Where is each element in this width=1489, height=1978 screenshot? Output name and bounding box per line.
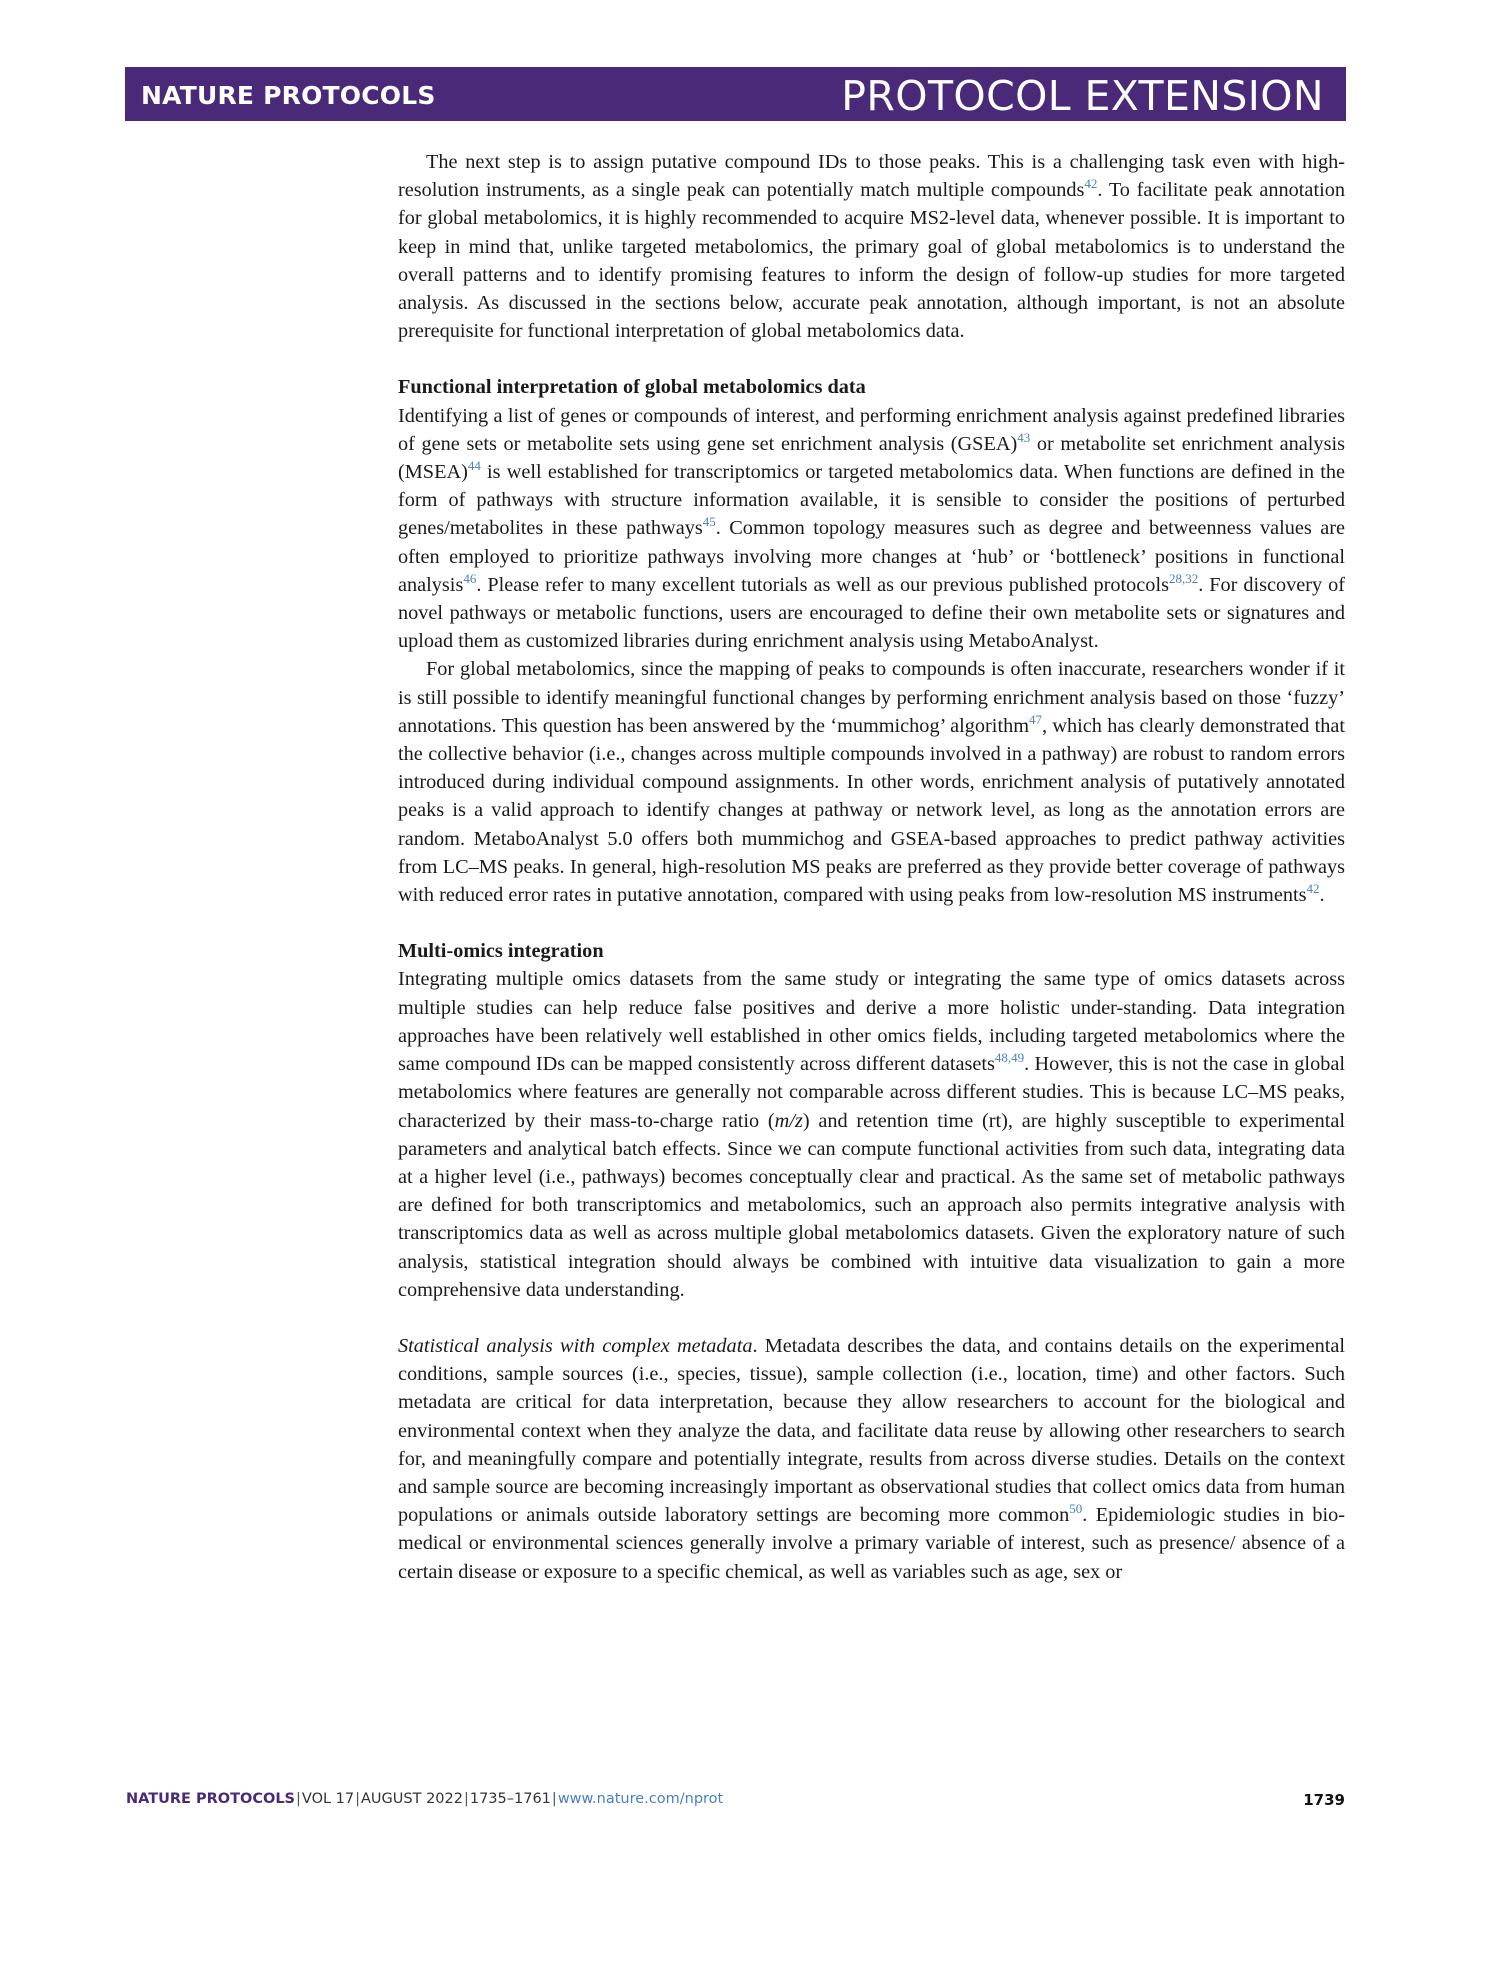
section-heading-multi-omics: Multi-omics integration bbox=[398, 940, 604, 963]
footer-journal-name: NATURE PROTOCOLS bbox=[126, 1791, 296, 1807]
text-run: . Epidemiologic studies in bio-medical or environmental sciences generally involve a primary variable of interest, such as presence/ absence of a certain disease or exposure to a specific chemical, as well as variables such as age, sex or bbox=[398, 1504, 1345, 1583]
reference-link[interactable]: 47 bbox=[1029, 712, 1042, 728]
text-run: ) and retention time (rt), are highly susceptible to experimental parameters and analytical batch effects. Since we can compute functional activities from such data, integrating data at a higher level (i.e., pathways) becomes conceptually clear and practical. As the same set of metabolic pathways are defined for both transcriptomics and metabolomics, such an approach also permits integrative analysis with transcriptomics data as well as across multiple global metabolomics datasets. Given the exploratory nature of such analysis, statistical integration should always be combined with intuitive data visualization to gain a more comprehensive data understanding. bbox=[398, 1109, 1345, 1301]
reference-link[interactable]: 43 bbox=[1017, 430, 1031, 446]
text-run: . Common topology measures such as degree and betweenness values are often employed to prioritize pathways involving more changes at ‘hub’ or ‘bottleneck’ positions in functional analysis bbox=[398, 517, 1345, 596]
footer-volume: VOL 17 bbox=[301, 1791, 355, 1807]
footer-citation bbox=[126, 1791, 723, 1807]
separator: | bbox=[551, 1791, 557, 1807]
article-body bbox=[398, 148, 1345, 1586]
journal-name: NATURE PROTOCOLS bbox=[141, 81, 436, 110]
run-in-heading: Statistical analysis with complex metadata bbox=[398, 1334, 753, 1357]
reference-link[interactable]: 28,32 bbox=[1168, 571, 1199, 587]
text-run: . Please refer to many excellent tutorials as well as our previous published protocols bbox=[476, 573, 1169, 596]
footer-pages: 1735–1761 bbox=[469, 1791, 551, 1807]
separator: | bbox=[355, 1791, 361, 1807]
journal-header-bar bbox=[125, 67, 1346, 121]
text-run: is well established for transcriptomics or targeted metabolomics data. When functions are defined in the form of pathways with structure information available, it is sensible to consider the positions of perturbed genes/metabolites in these pathways bbox=[398, 461, 1345, 540]
footer-date: AUGUST 2022 bbox=[361, 1791, 463, 1807]
paragraph-enrichment-analysis bbox=[398, 402, 1345, 656]
page-number: 1739 bbox=[1303, 1791, 1345, 1809]
footer-journal-url-link[interactable]: www.nature.com/nprot bbox=[557, 1791, 724, 1807]
text-run: , which has clearly demonstrated that the collective behavior (i.e., changes across multiple compounds involved in a pathway) are robust to random errors introduced during individual compound assignments. In other words, enrichment analysis of putatively annotated peaks is a valid approach to identify changes at pathway or network level, as long as the annotation errors are random. MetaboAnalyst 5.0 offers both mummichog and GSEA-based approaches to predict pathway activities from LC–MS peaks. In general, high-resolution MS peaks are preferred as they provide better coverage of pathways with reduced error rates in putative annotation, compared with using peaks from low-resolution MS instruments bbox=[398, 714, 1345, 907]
separator: | bbox=[463, 1791, 469, 1807]
mz-term: m/z bbox=[774, 1109, 803, 1132]
paragraph-multi-omics bbox=[398, 965, 1345, 1303]
article-type-label: PROTOCOL EXTENSION bbox=[841, 72, 1324, 120]
paragraph-mummichog bbox=[398, 655, 1345, 909]
paragraph-peak-annotation bbox=[398, 148, 1345, 345]
text-run: The next step is to assign putative compound IDs to those peaks. This is a challenging task even with high-resolution instruments, as a single peak can potentially match multiple compounds bbox=[398, 151, 1345, 202]
page-footer bbox=[126, 1791, 1345, 1813]
reference-link[interactable]: 46 bbox=[463, 571, 477, 587]
reference-link[interactable]: 50 bbox=[1069, 1501, 1083, 1517]
reference-link[interactable]: 44 bbox=[467, 458, 481, 474]
reference-link[interactable]: 45 bbox=[702, 514, 716, 530]
text-run: . bbox=[1319, 884, 1325, 907]
text-run: Integrating multiple omics datasets from the same study or integrating the same type of omics datasets across multiple studies can help reduce false positives and derive a more holistic under-standing. Data integration approaches have been relatively well established in other omics fields, including targeted metabolomics where the same compound IDs can be mapped consistently across different datasets bbox=[398, 968, 1345, 1076]
text-run: . However, this is not the case in global metabolomics where features are generally not comparable across different studies. This is because LC–MS peaks, characterized by their mass-to-charge ratio ( bbox=[398, 1053, 1345, 1132]
reference-link[interactable]: 42 bbox=[1084, 176, 1098, 192]
reference-link[interactable]: 48,49 bbox=[994, 1050, 1025, 1066]
separator: | bbox=[296, 1791, 301, 1807]
section-heading-functional-interpretation: Functional interpretation of global metabolomics data bbox=[398, 376, 866, 399]
paragraph-complex-metadata bbox=[398, 1332, 1345, 1586]
text-run: For global metabolomics, since the mapping of peaks to compounds is often inaccurate, researchers wonder if it is still possible to identify meaningful functional changes by performing enrichment analysis based on those ‘fuzzy’ annotations. This question has been answered by the ‘mummichog’ algorithm bbox=[398, 658, 1345, 737]
reference-link[interactable]: 42 bbox=[1306, 881, 1320, 897]
text-run: or metabolite set enrichment analysis (MSEA) bbox=[398, 432, 1345, 484]
text-run: . To facilitate peak annotation for global metabolomics, it is highly recommended to acquire MS2-level data, whenever possible. It is important to keep in mind that, unlike targeted metabolomics, the primary goal of global metabolomics is to understand the overall patterns and to identify promising features to inform the design of follow-up studies for more targeted analysis. As discussed in the sections below, accurate peak annotation, although important, is not an absolute prerequisite for functional interpretation of global metabolomics data. bbox=[398, 179, 1345, 343]
text-run: Identifying a list of genes or compounds of interest, and performing enrichment analysis against predefined libraries of gene sets or metabolite sets using gene set enrichment analysis (GSEA) bbox=[398, 404, 1345, 455]
text-run: . Metadata describes the data, and contains details on the experimental conditions, sample sources (i.e., species, tissue), sample collection (i.e., location, time) and other factors. Such metadata are critical for data interpretation, because they allow researchers to account for the biological and environmental context when they analyze the data, and facilitate data reuse by allowing other researchers to search for, and meaningfully compare and potentially integrate, results from across diverse studies. Details on the context and sample source are becoming increasingly important as observational studies that collect omics data from human populations or animals outside laboratory settings are becoming more common bbox=[398, 1334, 1345, 1527]
text-run: . For discovery of novel pathways or metabolic functions, users are encouraged to define their own metabolite sets or signatures and upload them as customized libraries during enrichment analysis using MetaboAnalyst. bbox=[398, 573, 1346, 653]
